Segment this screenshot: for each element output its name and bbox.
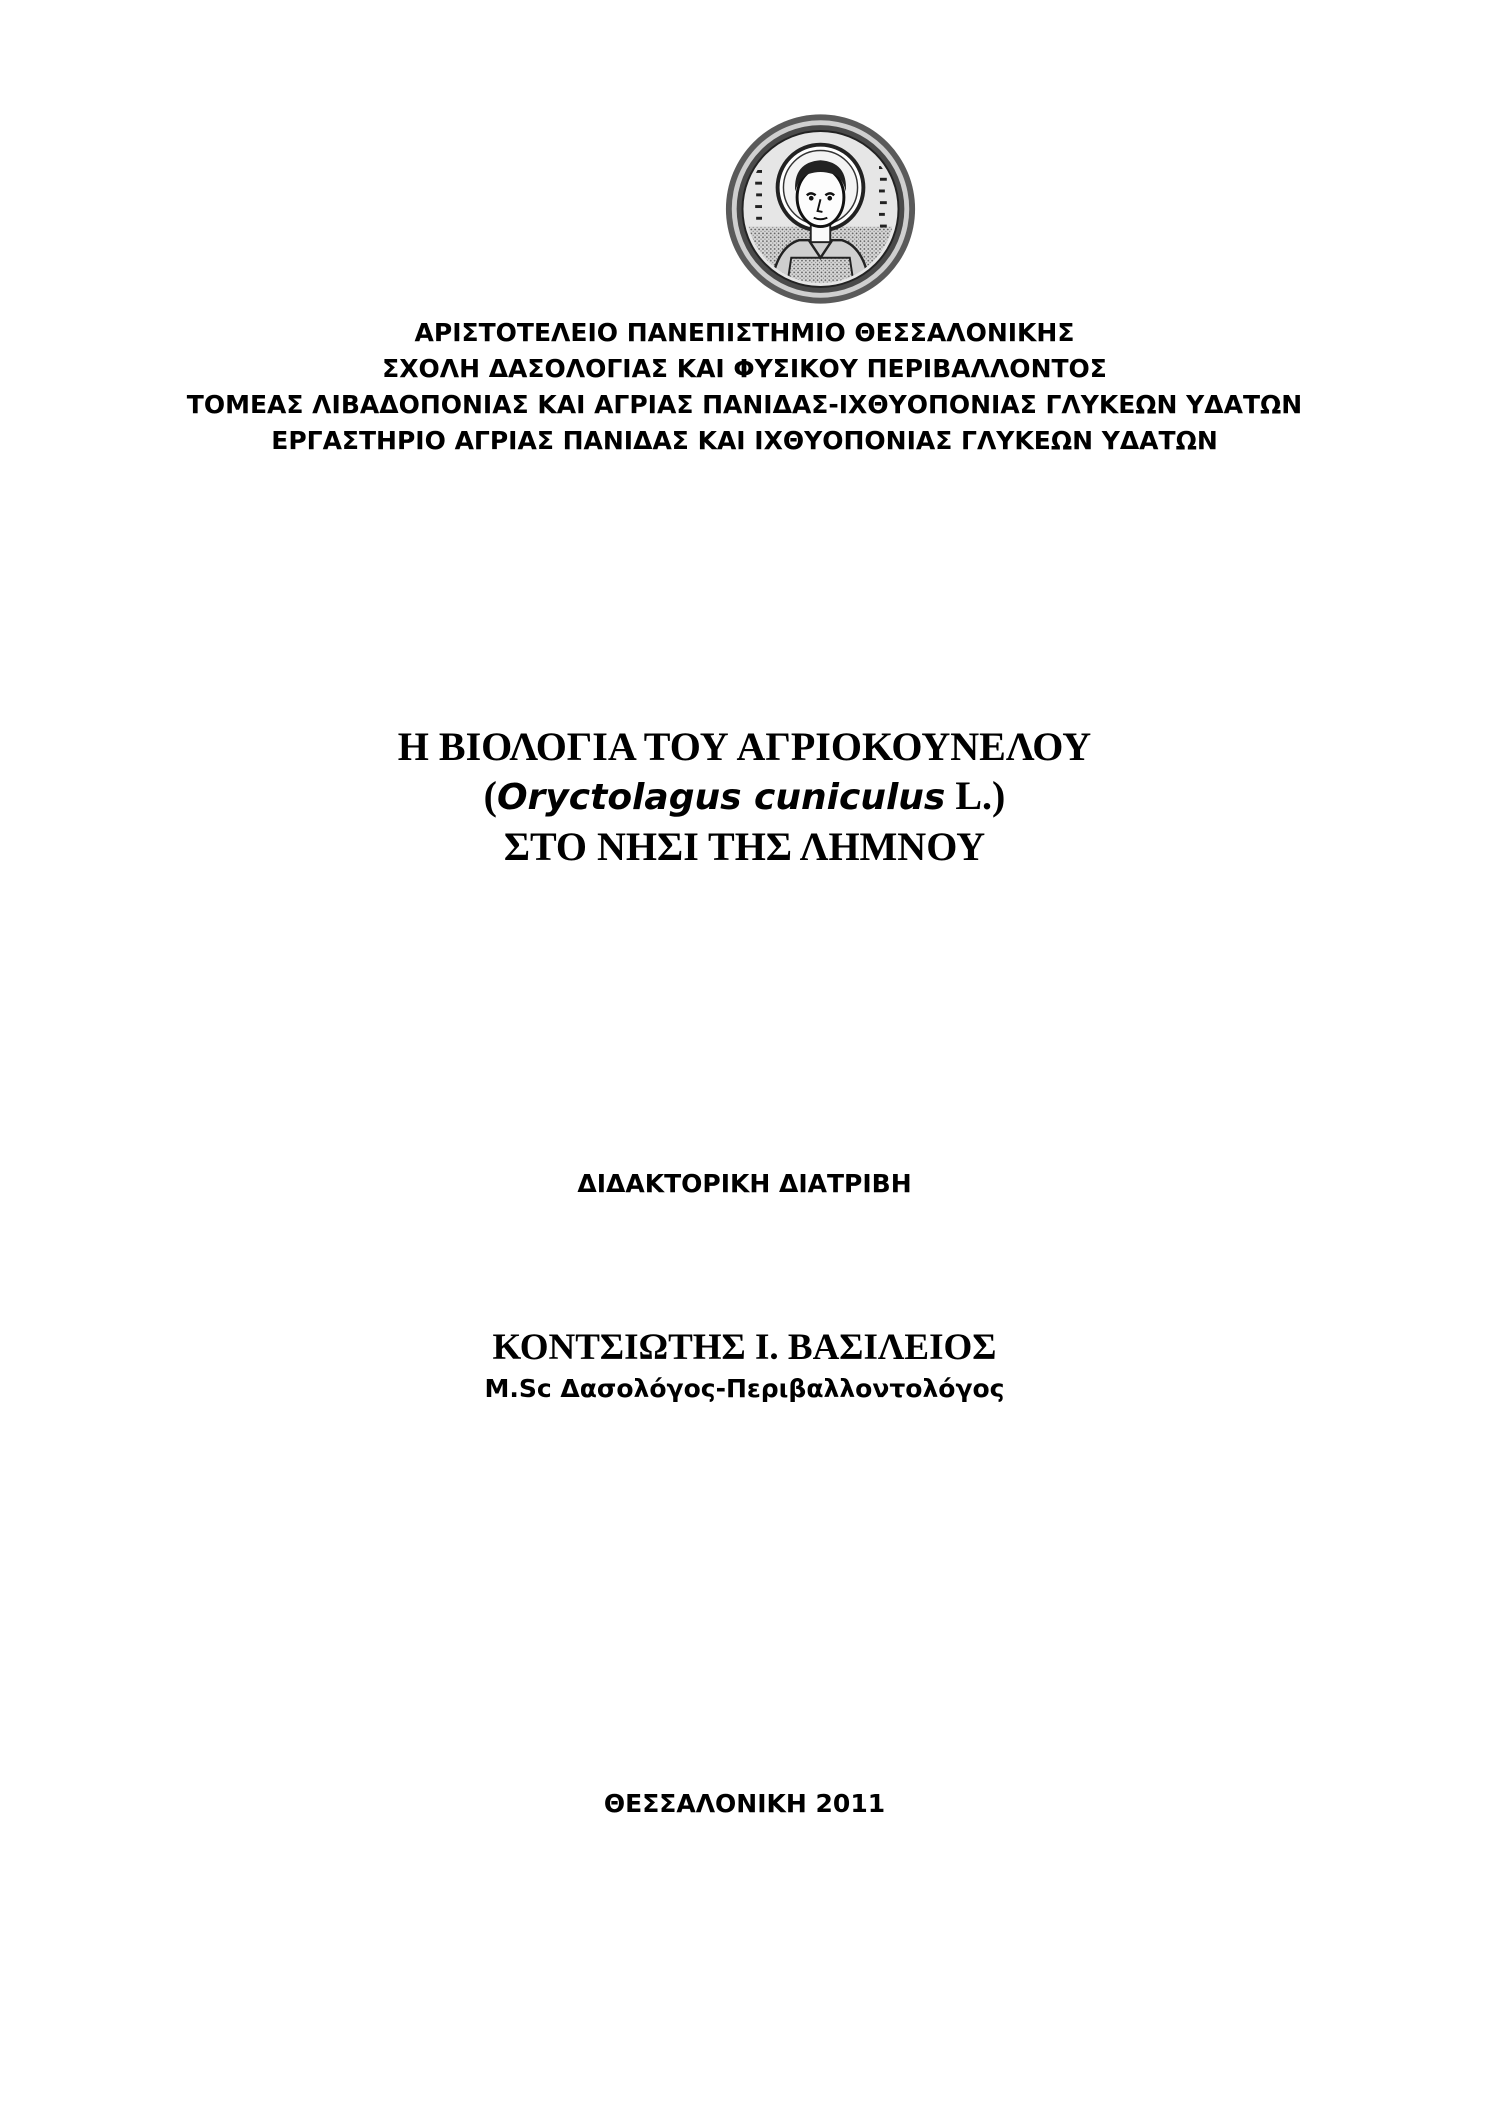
- school-name: ΣΧΟΛΗ ΔΑΣΟΛΟΓΙΑΣ ΚΑΙ ΦΥΣΙΚΟΥ ΠΕΡΙΒΑΛΛΟΝΤΟΣ: [382, 354, 1107, 383]
- place-year: ΘΕΣΣΑΛΟΝΙΚΗ 2011: [603, 1789, 886, 1818]
- laboratory-name: ΕΡΓΑΣΤΗΡΙΟ ΑΓΡΙΑΣ ΠΑΝΙΔΑΣ ΚΑΙ ΙΧΘΥΟΠΟΝΙΑΣ ΓΛΥΚΕΩΝ ΥΔΑΤΩΝ: [271, 426, 1218, 455]
- institution-block: [0, 315, 1489, 459]
- species-author: L.): [945, 773, 1006, 818]
- title-line-1: Η ΒΙΟΛΟΓΙΑ ΤΟΥ ΑΓΡΙΟΚΟΥΝΕΛΟΥ: [397, 724, 1092, 769]
- author-degree: M.Sc Δασολόγος-Περιβαλλοντολόγος: [484, 1374, 1005, 1403]
- university-seal-icon: [723, 110, 918, 308]
- title-line-2: [0, 771, 1489, 822]
- department-name: ΤΟΜΕΑΣ ΛΙΒΑΔΟΠΟΝΙΑΣ ΚΑΙ ΑΓΡΙΑΣ ΠΑΝΙΔΑΣ-ΙΧΘΥΟΠΟΝΙΑΣ ΓΛΥΚΕΩΝ ΥΔΑΤΩΝ: [186, 390, 1303, 419]
- author-name: ΚΟΝΤΣΙΩΤΗΣ Ι. ΒΑΣΙΛΕΙΟΣ: [492, 1327, 997, 1368]
- university-name: ΑΡΙΣΤΟΤΕΛΕΙΟ ΠΑΝΕΠΙΣΤΗΜΙΟ ΘΕΣΣΑΛΟΝΙΚΗΣ: [414, 318, 1075, 347]
- species-name: Oryctolagus cuniculus: [496, 777, 946, 818]
- thesis-title: [0, 722, 1489, 871]
- title-paren-open: (: [483, 773, 497, 818]
- thesis-type: ΔΙΔΑΚΤΟΡΙΚΗ ΔΙΑΤΡΙΒΗ: [577, 1169, 912, 1198]
- title-line-3: ΣΤΟ ΝΗΣΙ ΤΗΣ ΛΗΜΝΟΥ: [503, 824, 986, 869]
